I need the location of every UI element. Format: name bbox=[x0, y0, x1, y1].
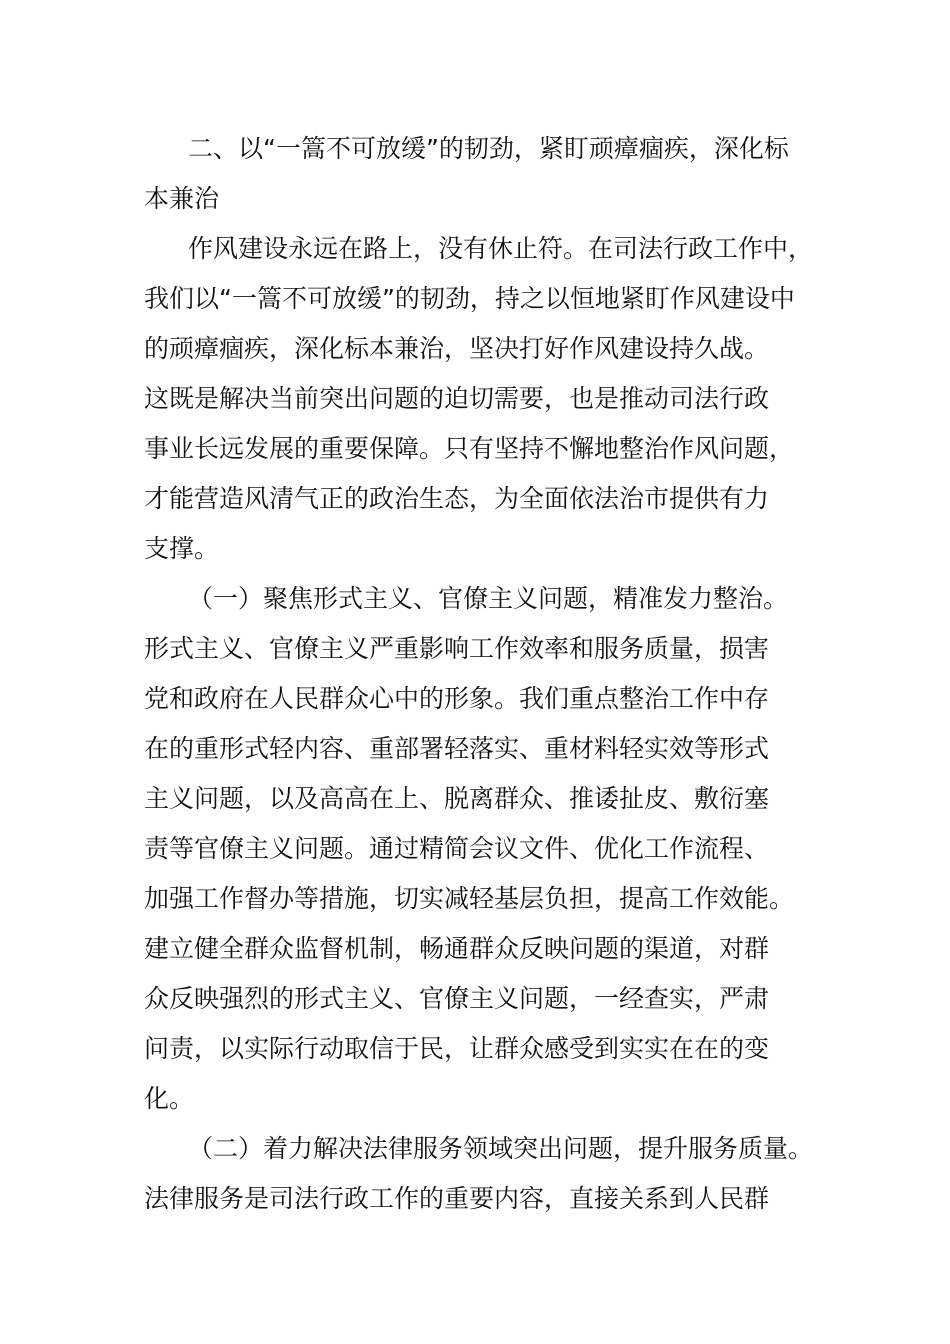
heading-line: 二、以“一篙不可放缓”的韧劲，紧盯顽瘴痼疾，深化标 bbox=[188, 134, 789, 163]
paragraph-line: 才能营造风清气正的政治生态，为全面依法治市提供有力 bbox=[144, 484, 770, 513]
paragraph-line: 责等官僚主义问题。通过精简会议文件、优化工作流程、 bbox=[144, 834, 770, 863]
paragraph-line: 形式主义、官僚主义严重影响工作效率和服务质量，损害 bbox=[144, 634, 770, 663]
paragraph-line: 主义问题，以及高高在上、脱离群众、推诿扯皮、敷衍塞 bbox=[144, 784, 770, 813]
paragraph-line: （一）聚焦形式主义、官僚主义问题，精准发力整治。 bbox=[188, 584, 789, 613]
paragraph-line: 的顽瘴痼疾，深化标本兼治，坚决打好作风建设持久战。 bbox=[144, 334, 770, 363]
paragraph-line: 法律服务是司法行政工作的重要内容，直接关系到人民群 bbox=[144, 1184, 770, 1213]
paragraph-line: 这既是解决当前突出问题的迫切需要，也是推动司法行政 bbox=[144, 384, 770, 413]
paragraph bbox=[144, 1124, 824, 1224]
heading-line: 本兼治 bbox=[144, 184, 220, 213]
paragraph-line: 在的重形式轻内容、重部署轻落实、重材料轻实效等形式 bbox=[144, 734, 770, 763]
section-heading bbox=[144, 124, 824, 224]
paragraph-line: 众反映强烈的形式主义、官僚主义问题，一经查实，严肃 bbox=[144, 984, 770, 1013]
paragraph-line: 问责，以实际行动取信于民，让群众感受到实实在在的变 bbox=[144, 1034, 770, 1063]
paragraph-line: 支撑。 bbox=[144, 534, 220, 563]
document-body bbox=[144, 124, 824, 1224]
paragraph-line: 作风建设永远在路上，没有休止符。在司法行政工作中， bbox=[188, 234, 814, 263]
paragraph-line: 加强工作督办等措施，切实减轻基层负担，提高工作效能。 bbox=[144, 884, 795, 913]
paragraph-line: 党和政府在人民群众心中的形象。我们重点整治工作中存 bbox=[144, 684, 770, 713]
paragraph-line: 化。 bbox=[144, 1084, 195, 1113]
paragraph bbox=[144, 574, 824, 1124]
paragraph-line: 事业长远发展的重要保障。只有坚持不懈地整治作风问题， bbox=[144, 434, 795, 463]
paragraph-line: 我们以“一篙不可放缓”的韧劲，持之以恒地紧盯作风建设中 bbox=[144, 284, 795, 313]
paragraph-line: 建立健全群众监督机制，畅通群众反映问题的渠道，对群 bbox=[144, 934, 770, 963]
paragraph bbox=[144, 224, 824, 574]
paragraph-line: （二）着力解决法律服务领域突出问题，提升服务质量。 bbox=[188, 1134, 814, 1163]
